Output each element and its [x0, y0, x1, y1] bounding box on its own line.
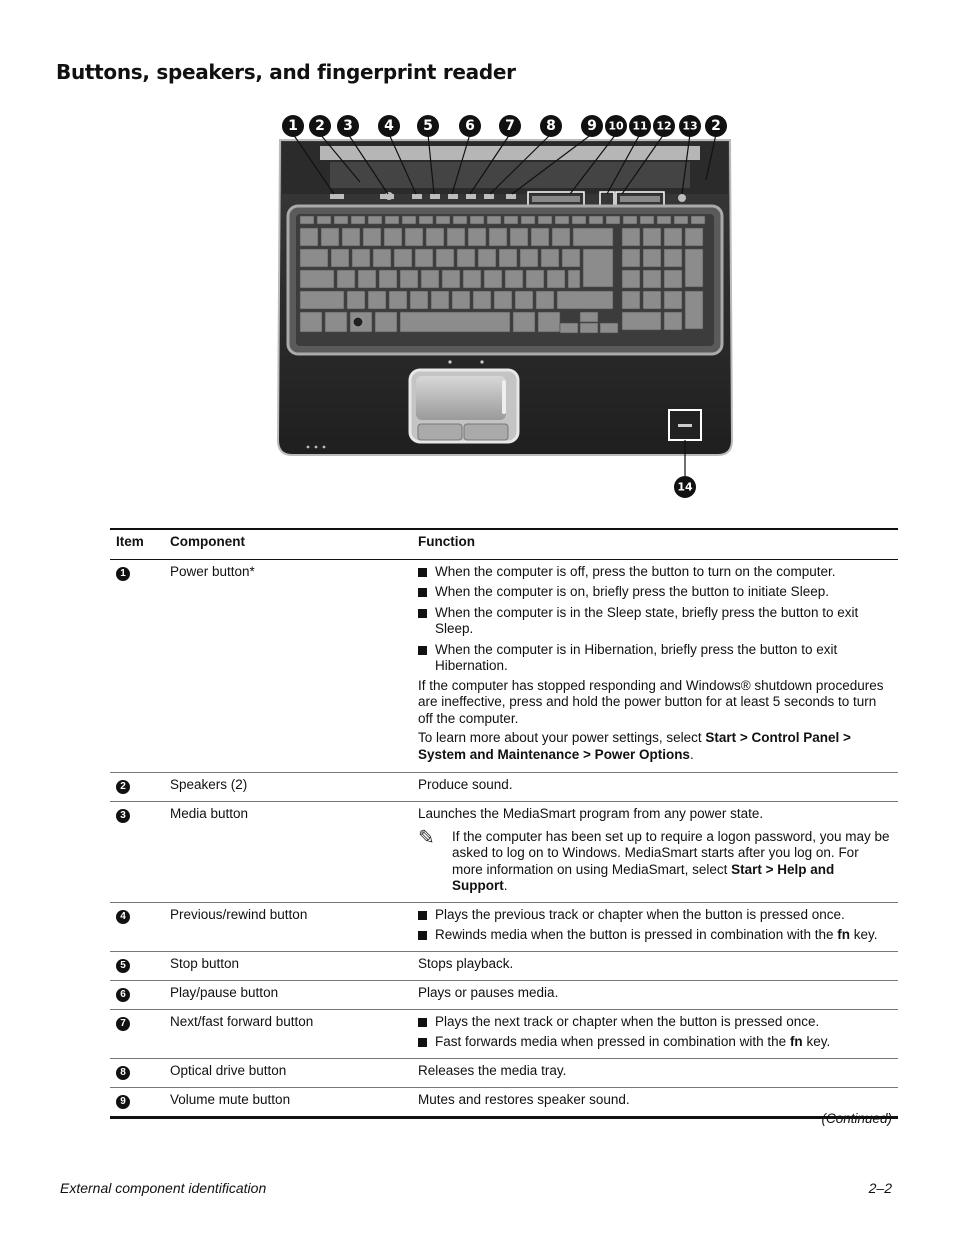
item-number: 6 [116, 988, 130, 1002]
table-row [110, 902, 898, 951]
page-title: Buttons, speakers, and fingerprint reader [56, 60, 516, 84]
component-name: Play/pause button [164, 980, 412, 1009]
callout-7 [499, 115, 521, 137]
function-cell: Stops playback. [412, 951, 898, 980]
item-number: 3 [116, 809, 130, 823]
table-row [110, 1009, 898, 1058]
table-row [110, 980, 898, 1009]
callout-11 [629, 115, 651, 137]
callout-8 [540, 115, 562, 137]
svg-text:10: 10 [608, 119, 624, 133]
footer-section-title: External component identification [60, 1180, 267, 1196]
callout-4 [378, 115, 400, 137]
function-cell: Releases the media tray. [412, 1058, 898, 1087]
header-item: Item [110, 529, 164, 559]
svg-text:13: 13 [682, 119, 698, 133]
callout-5 [417, 115, 439, 137]
item-number: 8 [116, 1066, 130, 1080]
table-row [110, 1087, 898, 1117]
svg-text:4: 4 [384, 118, 394, 134]
callout-1 [282, 115, 304, 137]
table-row [110, 1058, 898, 1087]
svg-text:3: 3 [343, 118, 353, 134]
pencil-note-icon: ✎ [418, 826, 435, 849]
component-table [110, 528, 898, 1119]
svg-text:2: 2 [315, 118, 325, 134]
svg-text:11: 11 [632, 119, 648, 133]
component-name: Previous/rewind button [164, 902, 412, 951]
callout-6 [459, 115, 481, 137]
item-number: 2 [116, 780, 130, 794]
item-number: 9 [116, 1095, 130, 1109]
svg-text:12: 12 [656, 119, 672, 133]
function-cell: Mutes and restores speaker sound. [412, 1087, 898, 1117]
bullet-item: Plays the next track or chapter when the button is pressed once. [418, 1014, 892, 1031]
callout-10 [605, 115, 627, 137]
bullet-item: Plays the previous track or chapter when the button is pressed once. [418, 907, 892, 924]
paragraph: If the computer has stopped responding and Windows® shutdown procedures are ineffective, press and hold the power button for at least 5 seconds to turn off the computer. [418, 677, 884, 726]
note-text: If the computer has been set up to require a logon password, you may be asked to log on to Windows. MediaSmart starts after you log on. For more information on using MediaSmart, select Start > Help and Support. [452, 828, 890, 893]
component-name: Speakers (2) [164, 773, 412, 802]
function-cell [412, 559, 898, 773]
component-name: Power button* [164, 559, 412, 773]
function-cell [412, 1009, 898, 1058]
item-number: 7 [116, 1017, 130, 1031]
note [418, 826, 892, 895]
svg-text:6: 6 [465, 118, 475, 134]
bullet-item: When the computer is off, press the button to turn on the computer. [418, 564, 892, 581]
svg-text:9: 9 [587, 118, 597, 134]
svg-text:2: 2 [711, 118, 721, 134]
callout-2-right [705, 115, 727, 137]
component-name: Stop button [164, 951, 412, 980]
menu-path: Start > Control Panel > System and Maintenance > Power Options [418, 730, 851, 762]
callout-12 [653, 115, 675, 137]
item-number: 1 [116, 567, 130, 581]
footer-page-number: 2–2 [868, 1180, 892, 1196]
function-cell [412, 902, 898, 951]
laptop-illustration [270, 110, 740, 505]
callout-14 [674, 476, 696, 498]
bullet-item: When the computer is in Hibernation, briefly press the button to exit Hibernation. [418, 642, 892, 675]
callout-3 [337, 115, 359, 137]
item-number: 4 [116, 910, 130, 924]
function-cell: Plays or pauses media. [412, 980, 898, 1009]
bullet-item: Fast forwards media when pressed in combination with the fn key. [418, 1034, 892, 1051]
callout-13 [679, 115, 701, 137]
callout-2 [309, 115, 331, 137]
component-name: Next/fast forward button [164, 1009, 412, 1058]
function-cell [412, 802, 898, 903]
function-cell: Produce sound. [412, 773, 898, 802]
bullet-item: When the computer is in the Sleep state, briefly press the button to exit Sleep. [418, 605, 892, 638]
component-name: Optical drive button [164, 1058, 412, 1087]
speaker-grille [320, 146, 700, 160]
continued-label: (Continued) [821, 1111, 892, 1126]
bullet-item: When the computer is on, briefly press the button to initiate Sleep. [418, 584, 892, 601]
component-name: Media button [164, 802, 412, 903]
table-row [110, 773, 898, 802]
header-component: Component [164, 529, 412, 559]
header-function: Function [412, 529, 898, 559]
svg-text:8: 8 [546, 118, 556, 134]
table-row [110, 559, 898, 773]
bullet-item: Rewinds media when the button is pressed in combination with the fn key. [418, 927, 892, 944]
table-header-row [110, 529, 898, 559]
function-text: Launches the MediaSmart program from any power state. [418, 806, 764, 821]
svg-text:5: 5 [423, 118, 433, 134]
svg-text:1: 1 [288, 118, 298, 134]
laptop-top-view-figure [270, 110, 740, 505]
table-row [110, 802, 898, 903]
item-number: 5 [116, 959, 130, 973]
svg-text:7: 7 [505, 118, 515, 134]
callout-9 [581, 115, 603, 137]
table-row [110, 951, 898, 980]
paragraph: To learn more about your power settings, select Start > Control Panel > System and Maintenance > Power Options. [418, 730, 851, 762]
svg-text:14: 14 [677, 480, 693, 494]
component-name: Volume mute button [164, 1087, 412, 1117]
